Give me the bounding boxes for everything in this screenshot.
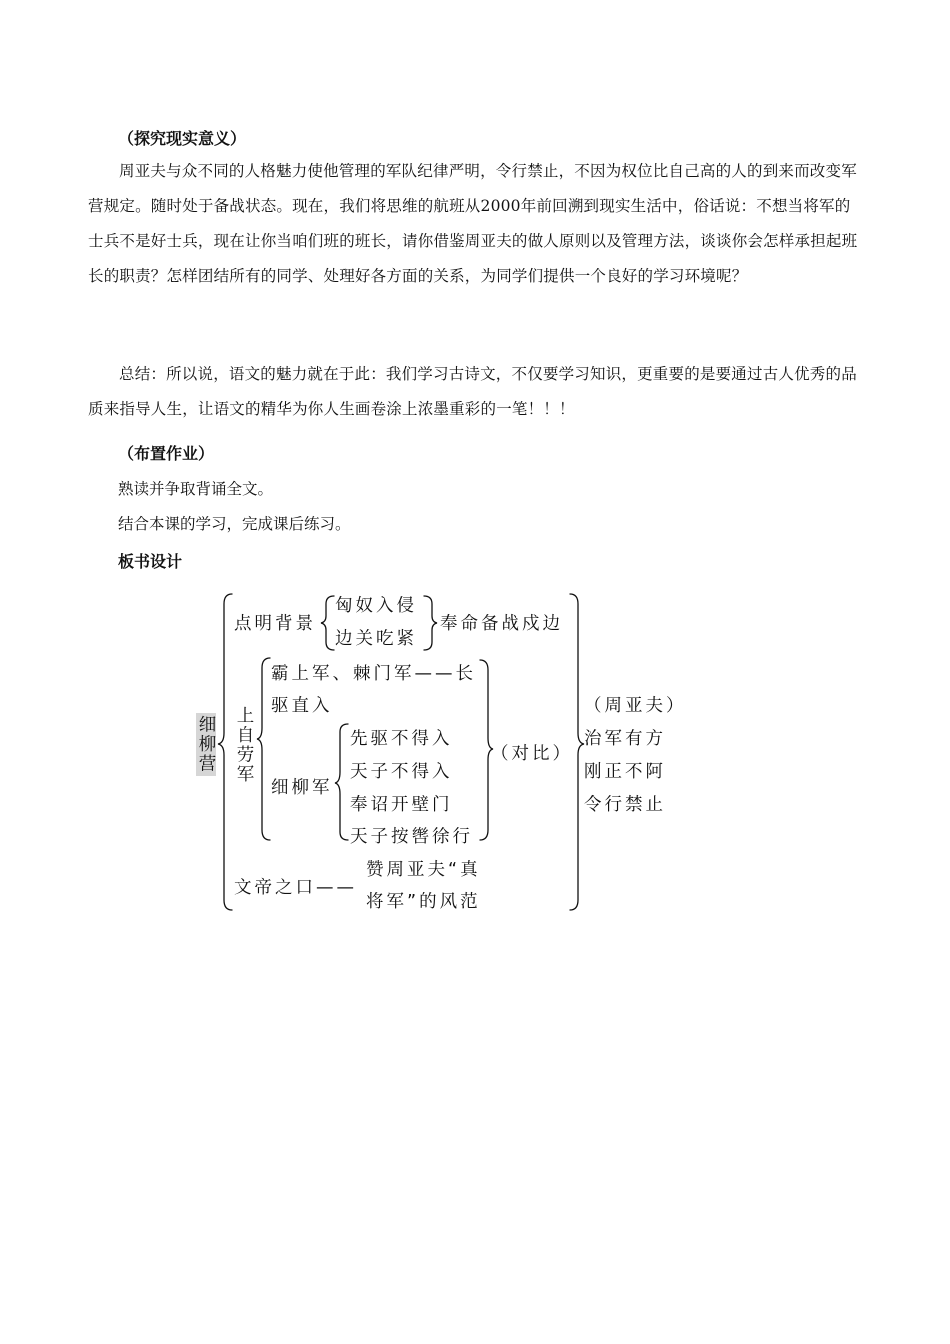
heading-board-design: 板书设计 <box>118 552 183 571</box>
row2-sub2-item-3: 奉诏开壁门 <box>350 795 453 815</box>
heading-explore: （探究现实意义） <box>118 129 247 148</box>
right-line-1: （周亚夫） <box>584 696 687 716</box>
homework-item-1: 熟读并争取背诵全文。 <box>118 480 274 498</box>
row2-sub2-item-4: 天子按辔徐行 <box>350 827 473 847</box>
heading-homework: （布置作业） <box>118 444 215 463</box>
row3-line-2: 将军”的风范 <box>366 892 481 912</box>
paragraph-significance: 周亚夫与众不同的人格魅力使他管理的军队纪律严明，令行禁止，不因为权位比自己高的人的到来而改变军营规定。随时处于备战状态。现在，我们将思维的航班从2000年前回溯到现实生活中，俗话说：不想当将军的士兵不是好士兵，现在让你当咱们班的班长，请你借鉴周亚夫的做人原则以及管理方法，谈谈你会怎样承担起班长的职责？怎样团结所有的同学、处理好各方面的关系，为同学们提供一个良好的学习环境呢？ <box>88 162 858 285</box>
row1-result: 奉命备战戍边 <box>440 614 563 634</box>
brace-background-right <box>424 596 437 650</box>
brace-main <box>218 594 232 910</box>
board-diagram <box>188 588 688 918</box>
row3-label: 文帝之口—— <box>234 878 357 898</box>
row1-item-1: 匈奴入侵 <box>335 596 417 616</box>
row2-label: 上自劳军 <box>234 706 254 784</box>
row2-sub2-item-1: 先驱不得入 <box>350 729 453 749</box>
brace-background <box>321 596 334 650</box>
brace-xiliu <box>335 724 348 840</box>
board-title <box>194 713 219 776</box>
right-line-3: 刚正不阿 <box>584 762 666 782</box>
right-line-2: 治军有方 <box>584 729 666 749</box>
brace-visit <box>257 658 270 840</box>
row2-sub2-item-2: 天子不得入 <box>350 762 453 782</box>
row2-sub2-label: 细柳军 <box>271 778 333 798</box>
row2-sub1-line2: 驱直入 <box>271 696 333 716</box>
row3-line-1: 赞周亚夫“真 <box>366 860 481 880</box>
board-title-text: 细柳营 <box>196 715 216 774</box>
right-line-4: 令行禁止 <box>584 795 666 815</box>
contrast-label: （对比） <box>491 744 573 764</box>
row1-item-2: 边关吃紧 <box>335 629 417 649</box>
row1-label: 点明背景 <box>234 614 316 634</box>
row2-sub1-line1: 霸上军、棘门军——长 <box>271 664 476 684</box>
paragraph-summary: 总结：所以说，语文的魅力就在于此：我们学习古诗文，不仅要学习知识，更重要的是要通过古人优秀的品质来指导人生，让语文的精华为你人生画卷涂上浓墨重彩的一笔！！！ <box>88 365 857 418</box>
homework-item-2: 结合本课的学习，完成课后练习。 <box>118 515 351 533</box>
